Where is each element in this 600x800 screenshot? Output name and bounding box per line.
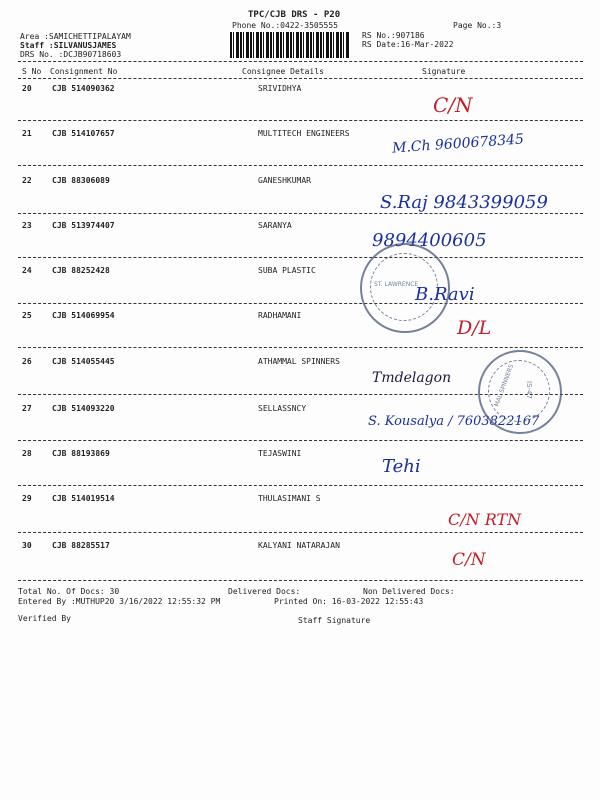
row-consignee: ATHAMMAL SPINNERS	[258, 357, 340, 366]
row-consignee: RADHAMANI	[258, 311, 302, 320]
row-consignee: TEJASWINI	[258, 449, 302, 458]
row-consignment: CJB 513974407	[52, 221, 115, 230]
staff-field: Staff :SILVANUSJAMES	[20, 41, 117, 50]
column-header-consignment: Consignment No	[50, 67, 118, 76]
row-signature: S. Kousalya / 7603822167	[368, 414, 540, 429]
row-signature: Tehi	[382, 456, 421, 477]
row-sno: 21	[22, 129, 32, 138]
column-header-signature: Signature	[422, 67, 466, 76]
delivered-docs: Delivered Docs:	[228, 587, 301, 596]
row-consignment: CJB 88193869	[52, 449, 110, 458]
divider	[18, 347, 583, 348]
divider	[18, 485, 583, 486]
document-title: TPC/CJB DRS - P20	[248, 10, 341, 20]
row-sno: 20	[22, 84, 32, 93]
row-signature: S.Raj 9843399059	[380, 192, 548, 213]
row-consignment: CJB 514093220	[52, 404, 115, 413]
area-field: Area :SAMICHETTIPALAYAM	[20, 32, 131, 41]
row-sno: 27	[22, 404, 32, 413]
row-consignee: SARANYA	[258, 221, 292, 230]
rs-date: RS Date:16-Mar-2022	[362, 40, 454, 49]
row-signature: C/N	[433, 93, 473, 117]
row-sno: 29	[22, 494, 32, 503]
divider	[18, 61, 583, 62]
row-signature: M.Ch 9600678345	[391, 131, 525, 157]
non-delivered-docs: Non Delivered Docs:	[363, 587, 455, 596]
row-consignment: CJB 514090362	[52, 84, 115, 93]
row-consignment: CJB 514019514	[52, 494, 115, 503]
column-header-sno: S No	[22, 67, 42, 76]
company-stamp	[478, 350, 562, 434]
page-number: Page No.:3	[453, 21, 502, 30]
column-header-consignee: Consignee Details	[242, 67, 324, 76]
phone-number: Phone No.:0422-3505555	[232, 21, 338, 30]
divider	[18, 532, 583, 533]
row-signature: C/N	[452, 550, 486, 570]
row-signature: Tmdelagon	[372, 370, 452, 386]
row-consignee: THULASIMANI S	[258, 494, 321, 503]
verified-by: Verified By	[18, 614, 71, 623]
entered-by: Entered By :MUTHUP20 3/16/2022 12:55:32 PM	[18, 597, 221, 606]
row-sno: 26	[22, 357, 32, 366]
row-sno: 28	[22, 449, 32, 458]
row-sno: 24	[22, 266, 32, 275]
barcode	[230, 32, 350, 58]
row-sno: 22	[22, 176, 32, 185]
divider	[18, 257, 583, 258]
divider	[18, 303, 583, 304]
row-consignment: CJB 514069954	[52, 311, 115, 320]
row-consignee: SRIVIDHYA	[258, 84, 302, 93]
row-consignment: CJB 88252428	[52, 266, 110, 275]
row-signature: D/L	[457, 317, 492, 339]
stamp-text: MAL SPINNERS	[493, 363, 516, 408]
row-signature: C/N RTN	[448, 510, 522, 529]
stamp-text: ST. LAWRENCE	[374, 281, 419, 288]
row-consignment: CJB 514055445	[52, 357, 115, 366]
row-signature: 9894400605	[372, 230, 487, 251]
stamp-number: IS-47	[524, 381, 533, 399]
row-consignment: CJB 88285517	[52, 541, 110, 550]
divider	[18, 213, 583, 214]
row-consignee: GANESHKUMAR	[258, 176, 311, 185]
courier-stamp	[360, 243, 450, 333]
row-sno: 25	[22, 311, 32, 320]
divider	[18, 78, 583, 79]
row-sno: 30	[22, 541, 32, 550]
row-consignee: SUBA PLASTIC	[258, 266, 316, 275]
row-signature: B.Ravi	[415, 284, 475, 305]
rs-number: RS No.:907186	[362, 31, 425, 40]
divider	[18, 580, 583, 581]
row-consignment: CJB 514107657	[52, 129, 115, 138]
total-docs: Total No. Of Docs: 30	[18, 587, 120, 596]
row-consignee: KALYANI NATARAJAN	[258, 541, 340, 550]
drs-number: DRS No. :DCJB90718603	[20, 50, 122, 59]
divider	[18, 120, 583, 121]
divider	[18, 165, 583, 166]
staff-signature-label: Staff Signature	[298, 616, 371, 625]
divider	[18, 440, 583, 441]
row-consignee: MULTITECH ENGINEERS	[258, 129, 350, 138]
row-consignment: CJB 88306089	[52, 176, 110, 185]
printed-on: Printed On: 16-03-2022 12:55:43	[274, 597, 424, 606]
row-sno: 23	[22, 221, 32, 230]
row-consignee: SELLASSNCY	[258, 404, 307, 413]
